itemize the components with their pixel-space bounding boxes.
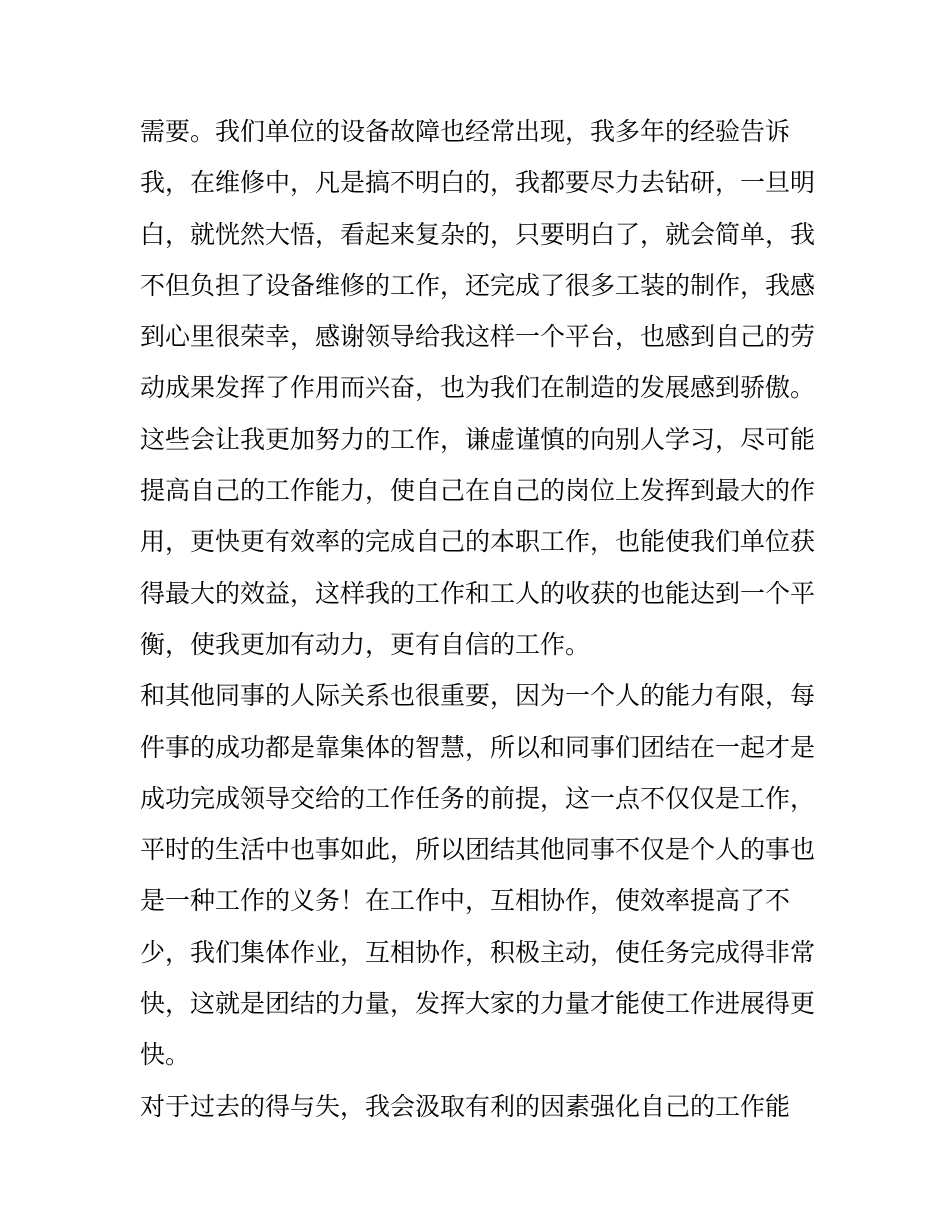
text-line: 得最大的效益，这样我的工作和工人的收获的也能达到一个平 [140,578,816,608]
text-line: 快。 [140,1040,191,1070]
text-line: 需要。我们单位的设备故障也经常出现，我多年的经验告诉 [140,117,791,146]
text-line: 快，这就是团结的力量，发挥大家的力量才能使工作进展得更 [140,989,816,1019]
text-line: 不但负担了设备维修的工作，还完成了很多工装的制作，我感 [140,270,816,300]
text-line: 用，更快更有效率的完成自己的本职工作，也能使我们单位获 [140,527,816,557]
text-line: 对于过去的得与失，我会汲取有利的因素强化自己的工作能 [140,1091,791,1121]
text-line: 这些会让我更加努力的工作，谦虚谨慎的向别人学习，尽可能 [140,424,816,454]
text-line: 和其他同事的人际关系也很重要，因为一个人的能力有限，每 [140,681,816,711]
text-line: 少，我们集体作业，互相协作，积极主动，使任务完成得非常 [140,937,816,967]
text-line: 成功完成领导交给的工作任务的前提，这一点不仅仅是工作， [140,783,816,813]
text-line: 件事的成功都是靠集体的智慧，所以和同事们团结在一起才是 [140,732,816,762]
text-line: 白，就恍然大悟，看起来复杂的，只要明白了，就会简单，我 [140,219,816,249]
text-line: 我，在维修中，凡是搞不明白的，我都要尽力去钻研，一旦明 [140,168,816,198]
text-line: 提高自己的工作能力，使自己在自己的岗位上发挥到最大的作 [140,476,816,506]
text-line: 平时的生活中也事如此，所以团结其他同事不仅是个人的事也 [140,835,816,865]
document-body-text [140,106,820,1132]
text-line: 衡，使我更加有动力，更有自信的工作。 [140,629,591,659]
text-line: 到心里很荣幸，感谢领导给我这样一个平台，也感到自己的劳 [140,322,816,352]
text-line: 动成果发挥了作用而兴奋，也为我们在制造的发展感到骄傲。 [140,373,816,403]
text-line: 是一种工作的义务！在工作中，互相协作，使效率提高了不 [140,886,791,916]
